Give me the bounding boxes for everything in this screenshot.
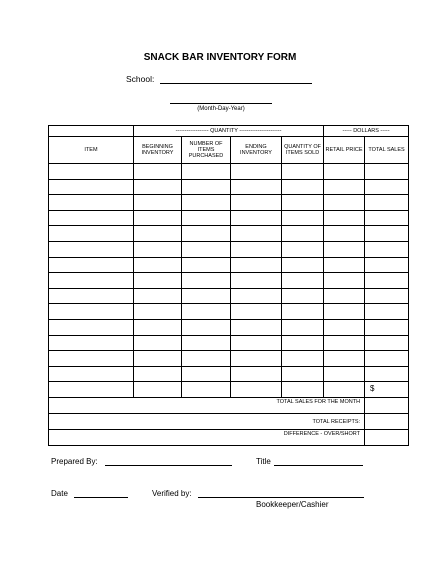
- table-row: [49, 226, 409, 242]
- cell-item[interactable]: [49, 335, 134, 351]
- col-header-ending-inventory: ENDING INVENTORY: [231, 137, 282, 164]
- cell-items-purchased[interactable]: [182, 273, 231, 289]
- table-row: [49, 335, 409, 351]
- cell-ending-inventory[interactable]: [231, 335, 282, 351]
- cell-item[interactable]: [49, 304, 134, 320]
- total-receipts-cell[interactable]: [365, 414, 409, 430]
- cell-beginning-inventory[interactable]: [134, 288, 182, 304]
- blank-header-cell: [49, 126, 134, 137]
- cell-retail-price[interactable]: [324, 273, 365, 289]
- cell-beginning-inventory[interactable]: [134, 304, 182, 320]
- table-row: [49, 273, 409, 289]
- cell-retail-price[interactable]: [324, 382, 365, 398]
- group-header-row: [49, 126, 409, 137]
- col-header-items-purchased: NUMBER OF ITEMS PURCHASED: [182, 137, 231, 164]
- cell-ending-inventory[interactable]: [231, 164, 282, 180]
- cell-total-sales[interactable]: [365, 319, 409, 335]
- cell-items-purchased[interactable]: [182, 210, 231, 226]
- date-label: Date: [51, 489, 68, 498]
- table-row: [49, 257, 409, 273]
- column-header-row: [49, 137, 409, 164]
- cell-beginning-inventory[interactable]: [134, 164, 182, 180]
- cell-item[interactable]: [49, 195, 134, 211]
- cell-total-sales[interactable]: [365, 335, 409, 351]
- total-sales-cell[interactable]: [365, 397, 409, 414]
- summary-row-total-sales: [49, 397, 409, 414]
- cell-quantity-sold[interactable]: [282, 319, 324, 335]
- cell-item[interactable]: [49, 164, 134, 180]
- cell-item[interactable]: [49, 319, 134, 335]
- cell-ending-inventory[interactable]: [231, 304, 282, 320]
- cell-item[interactable]: [49, 241, 134, 257]
- cell-total-sales[interactable]: [365, 351, 409, 367]
- cell-items-purchased[interactable]: [182, 335, 231, 351]
- cell-total-sales[interactable]: [365, 366, 409, 382]
- cell-retail-price[interactable]: [324, 351, 365, 367]
- cell-items-purchased[interactable]: [182, 319, 231, 335]
- cell-ending-inventory[interactable]: [231, 288, 282, 304]
- verified-by-label: Verified by:: [152, 489, 192, 498]
- total-sales-label: TOTAL SALES FOR THE MONTH: [49, 397, 365, 414]
- cell-items-purchased[interactable]: [182, 288, 231, 304]
- prepared-by-label: Prepared By:: [51, 457, 98, 466]
- cell-ending-inventory[interactable]: [231, 241, 282, 257]
- cell-total-sales[interactable]: [365, 226, 409, 242]
- cell-items-purchased[interactable]: [182, 366, 231, 382]
- cell-total-sales[interactable]: [365, 257, 409, 273]
- cell-quantity-sold[interactable]: [282, 335, 324, 351]
- cell-total-sales[interactable]: [365, 273, 409, 289]
- cell-retail-price[interactable]: [324, 241, 365, 257]
- table-row: [49, 210, 409, 226]
- table-row: [49, 382, 409, 398]
- table-row: [49, 195, 409, 211]
- quantity-group-header: ------------------ QUANTITY -----------------------: [134, 126, 324, 137]
- cell-ending-inventory[interactable]: [231, 382, 282, 398]
- cell-ending-inventory[interactable]: [231, 257, 282, 273]
- cell-quantity-sold[interactable]: [282, 210, 324, 226]
- total-receipts-label: TOTAL RECEIPTS:: [49, 414, 365, 430]
- cell-ending-inventory[interactable]: [231, 226, 282, 242]
- cell-item[interactable]: [49, 382, 134, 398]
- cell-item[interactable]: [49, 366, 134, 382]
- cell-quantity-sold[interactable]: [282, 164, 324, 180]
- cell-beginning-inventory[interactable]: [134, 273, 182, 289]
- cell-retail-price[interactable]: [324, 319, 365, 335]
- cell-beginning-inventory[interactable]: [134, 382, 182, 398]
- cell-beginning-inventory[interactable]: [134, 195, 182, 211]
- cell-quantity-sold[interactable]: [282, 366, 324, 382]
- cell-total-sales[interactable]: [365, 304, 409, 320]
- cell-ending-inventory[interactable]: [231, 195, 282, 211]
- cell-ending-inventory[interactable]: [231, 179, 282, 195]
- cell-ending-inventory[interactable]: [231, 351, 282, 367]
- difference-cell[interactable]: [365, 429, 409, 446]
- col-header-total-sales: TOTAL SALES: [365, 137, 409, 164]
- table-row: [49, 179, 409, 195]
- cell-beginning-inventory[interactable]: [134, 241, 182, 257]
- cell-retail-price[interactable]: [324, 335, 365, 351]
- date-line[interactable]: [74, 497, 128, 498]
- cell-item[interactable]: [49, 273, 134, 289]
- school-label: School:: [126, 74, 155, 84]
- summary-row-total-receipts: [49, 414, 409, 430]
- cell-items-purchased[interactable]: [182, 226, 231, 242]
- cell-items-purchased[interactable]: [182, 257, 231, 273]
- cell-item[interactable]: [49, 179, 134, 195]
- cell-quantity-sold[interactable]: [282, 288, 324, 304]
- cell-item[interactable]: [49, 226, 134, 242]
- cell-retail-price[interactable]: [324, 304, 365, 320]
- cell-items-purchased[interactable]: [182, 164, 231, 180]
- cell-item[interactable]: [49, 288, 134, 304]
- cell-retail-price[interactable]: [324, 288, 365, 304]
- col-header-item: ITEM: [49, 137, 134, 164]
- cell-quantity-sold[interactable]: [282, 351, 324, 367]
- cell-beginning-inventory[interactable]: [134, 210, 182, 226]
- cell-beginning-inventory[interactable]: [134, 226, 182, 242]
- cell-quantity-sold[interactable]: [282, 273, 324, 289]
- verified-by-line[interactable]: [198, 497, 364, 498]
- school-field-line[interactable]: [160, 83, 312, 84]
- cell-item[interactable]: [49, 351, 134, 367]
- cell-ending-inventory[interactable]: [231, 273, 282, 289]
- cell-items-purchased[interactable]: [182, 304, 231, 320]
- cell-beginning-inventory[interactable]: [134, 366, 182, 382]
- difference-label: DIFFERENCE - OVER/SHORT: [49, 429, 365, 446]
- cell-quantity-sold[interactable]: [282, 382, 324, 398]
- col-header-retail-price: RETAIL PRICE: [324, 137, 365, 164]
- form-title: SNACK BAR INVENTORY FORM: [143, 52, 297, 63]
- cell-total-sales[interactable]: [365, 241, 409, 257]
- cell-quantity-sold[interactable]: [282, 304, 324, 320]
- cell-quantity-sold[interactable]: [282, 257, 324, 273]
- cell-total-sales[interactable]: [365, 164, 409, 180]
- col-header-beginning-inventory: BEGINNING INVENTORY: [134, 137, 182, 164]
- title-label: Title: [256, 457, 271, 466]
- cell-ending-inventory[interactable]: [231, 319, 282, 335]
- dollar-sign-cell[interactable]: $: [365, 382, 409, 398]
- cell-items-purchased[interactable]: [182, 351, 231, 367]
- cell-ending-inventory[interactable]: [231, 210, 282, 226]
- table-row: [49, 164, 409, 180]
- cell-retail-price[interactable]: [324, 257, 365, 273]
- cell-retail-price[interactable]: [324, 164, 365, 180]
- prepared-by-line[interactable]: [105, 465, 232, 466]
- cell-total-sales[interactable]: [365, 179, 409, 195]
- cell-retail-price[interactable]: [324, 210, 365, 226]
- table-row: [49, 319, 409, 335]
- cell-items-purchased[interactable]: [182, 179, 231, 195]
- cell-retail-price[interactable]: [324, 179, 365, 195]
- summary-row-difference: [49, 429, 409, 446]
- table-row: [49, 366, 409, 382]
- cell-items-purchased[interactable]: [182, 195, 231, 211]
- cell-beginning-inventory[interactable]: [134, 335, 182, 351]
- cell-beginning-inventory[interactable]: [134, 257, 182, 273]
- cell-quantity-sold[interactable]: [282, 195, 324, 211]
- bookkeeper-caption: Bookkeeper/Cashier: [256, 500, 329, 509]
- cell-total-sales[interactable]: [365, 288, 409, 304]
- dollars-group-header: ----- DOLLARS -----: [324, 126, 409, 137]
- cell-items-purchased[interactable]: [182, 382, 231, 398]
- cell-total-sales[interactable]: [365, 210, 409, 226]
- cell-beginning-inventory[interactable]: [134, 351, 182, 367]
- table-row: [49, 241, 409, 257]
- cell-beginning-inventory[interactable]: [134, 179, 182, 195]
- table-row: [49, 351, 409, 367]
- col-header-quantity-sold: QUANTITY OF ITEMS SOLD: [282, 137, 324, 164]
- inventory-rows: [49, 164, 409, 398]
- title-line[interactable]: [274, 465, 363, 466]
- cell-ending-inventory[interactable]: [231, 366, 282, 382]
- cell-retail-price[interactable]: [324, 226, 365, 242]
- cell-item[interactable]: [49, 210, 134, 226]
- cell-beginning-inventory[interactable]: [134, 319, 182, 335]
- cell-retail-price[interactable]: [324, 366, 365, 382]
- cell-items-purchased[interactable]: [182, 241, 231, 257]
- table-row: [49, 304, 409, 320]
- table-row: [49, 288, 409, 304]
- date-field-line[interactable]: [170, 103, 272, 104]
- cell-item[interactable]: [49, 257, 134, 273]
- cell-quantity-sold[interactable]: [282, 179, 324, 195]
- cell-quantity-sold[interactable]: [282, 241, 324, 257]
- cell-total-sales[interactable]: [365, 195, 409, 211]
- date-caption: (Month-Day-Year): [197, 106, 245, 112]
- inventory-table: [48, 125, 409, 446]
- cell-quantity-sold[interactable]: [282, 226, 324, 242]
- cell-retail-price[interactable]: [324, 195, 365, 211]
